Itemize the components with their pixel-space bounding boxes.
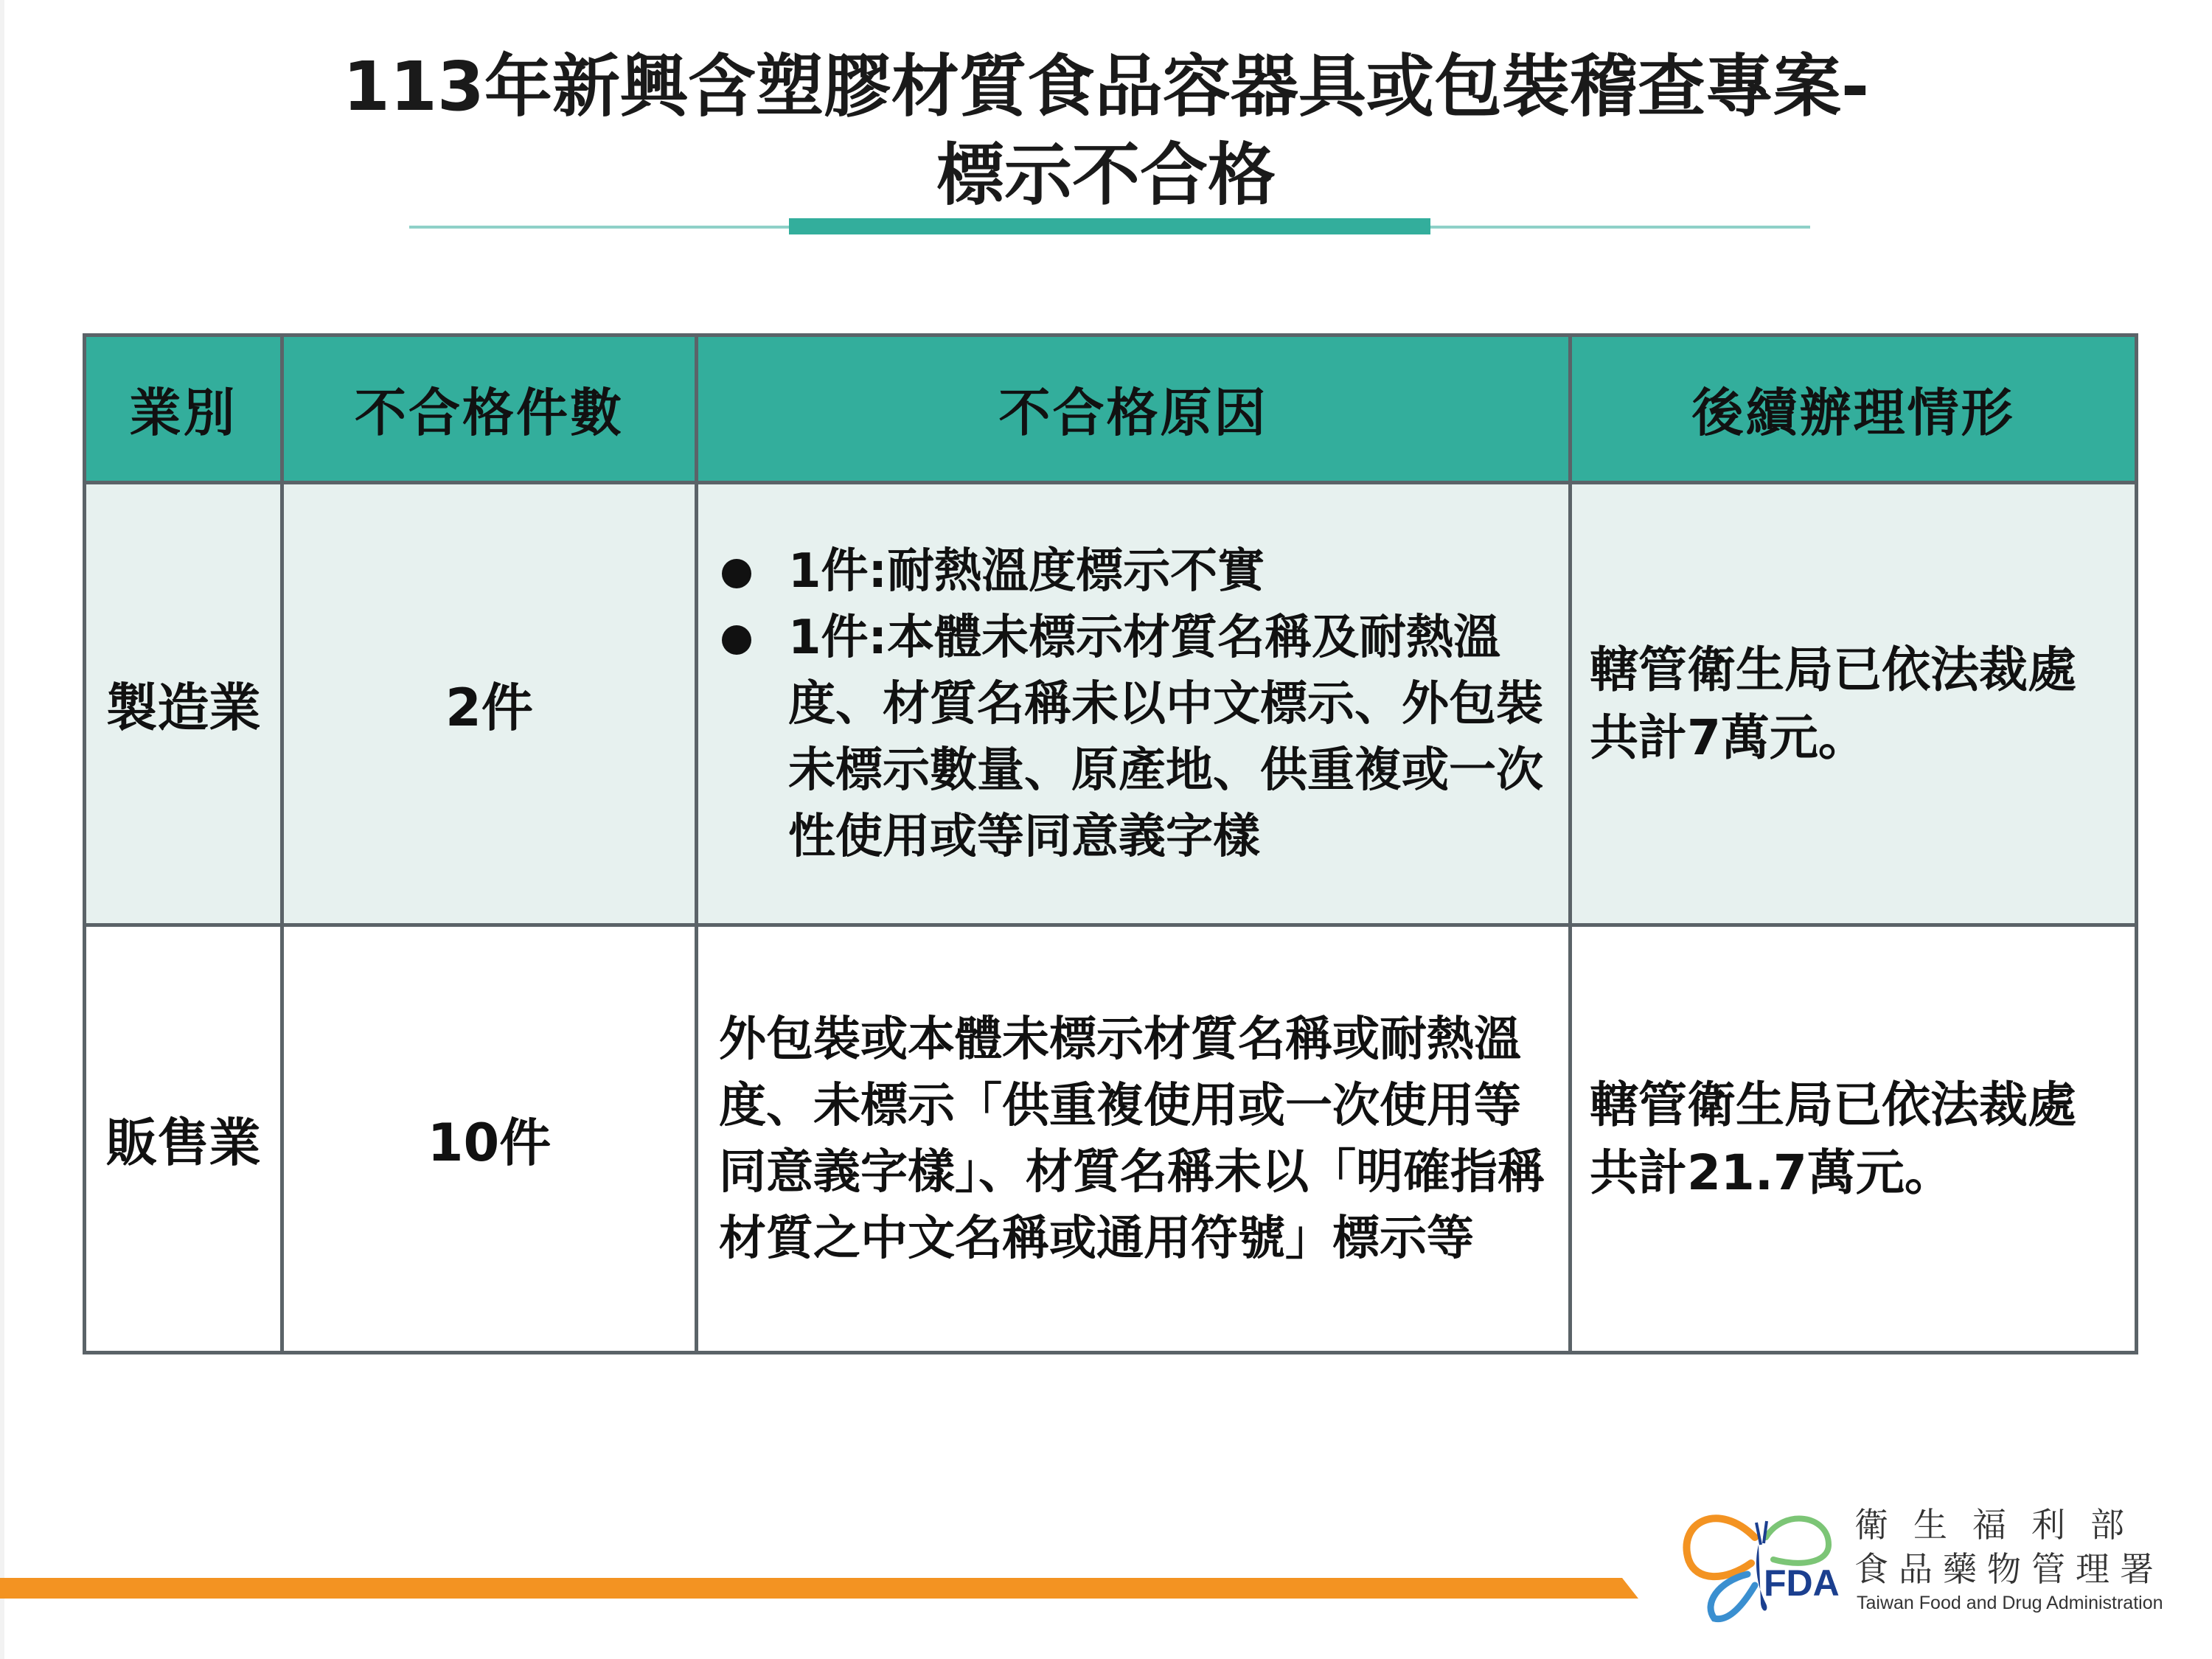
cell-fail-count: 2件 <box>282 483 697 925</box>
reason-item <box>719 538 1554 605</box>
cell-category: 製造業 <box>85 483 282 925</box>
reason-list <box>698 538 1568 870</box>
reason-item-text: 1件:耐熱溫度標示不實 <box>788 543 1265 599</box>
follow-up-text: 轄管衛生局已依法裁處共計21.7萬元。 <box>1590 1076 2076 1201</box>
table-header-row <box>85 335 2137 483</box>
inspection-results-table <box>83 333 2138 1354</box>
org-name-agency: 食品藥物管理署 <box>1854 1549 2164 1589</box>
footer-accent-bar <box>0 1578 1638 1599</box>
header-fail-count: 不合格件數 <box>282 335 697 483</box>
table-row-retail <box>85 925 2137 1353</box>
title-line-1: 113年新興含塑膠材質食品容器具或包裝稽查專案- <box>342 47 1870 126</box>
cell-category: 販售業 <box>85 925 282 1353</box>
bullet-icon <box>722 559 751 588</box>
cell-follow-up <box>1571 483 2137 925</box>
reason-text: 外包裝或本體未標示材質名稱或耐熱溫度、未標示「供重複使用或一次使用等同意義字樣」、材質名稱未以「明確指稱材質之中文名稱或通用符號」標示等 <box>719 1012 1545 1266</box>
fda-logo-text: FDA <box>1764 1562 1840 1604</box>
table-row-manufacturing <box>85 483 2137 925</box>
header-fail-reason: 不合格原因 <box>697 335 1571 483</box>
title-underline-accent <box>789 218 1430 234</box>
bullet-icon <box>722 625 751 655</box>
header-category: 業別 <box>85 335 282 483</box>
reason-item <box>719 605 1554 870</box>
org-name-english: Taiwan Food and Drug Administration <box>1857 1593 2163 1613</box>
reason-item-text: 1件:本體未標示材質名稱及耐熱溫度、材質名稱未以中文標示、外包裝未標示數量、原產地、供重複或一次性使用或等同意義字樣 <box>788 610 1543 864</box>
cell-fail-reason <box>697 483 1571 925</box>
cell-fail-reason <box>697 925 1571 1353</box>
header-follow-up: 後續辦理情形 <box>1571 335 2137 483</box>
page-title <box>0 43 2212 220</box>
cell-follow-up <box>1571 925 2137 1353</box>
title-line-2: 標示不合格 <box>936 136 1276 215</box>
follow-up-text: 轄管衛生局已依法裁處共計7萬元。 <box>1590 641 2076 766</box>
cell-fail-count: 10件 <box>282 925 697 1353</box>
page-left-edge <box>0 0 4 1659</box>
org-name-ministry: 衛生福利部 <box>1854 1505 2149 1545</box>
